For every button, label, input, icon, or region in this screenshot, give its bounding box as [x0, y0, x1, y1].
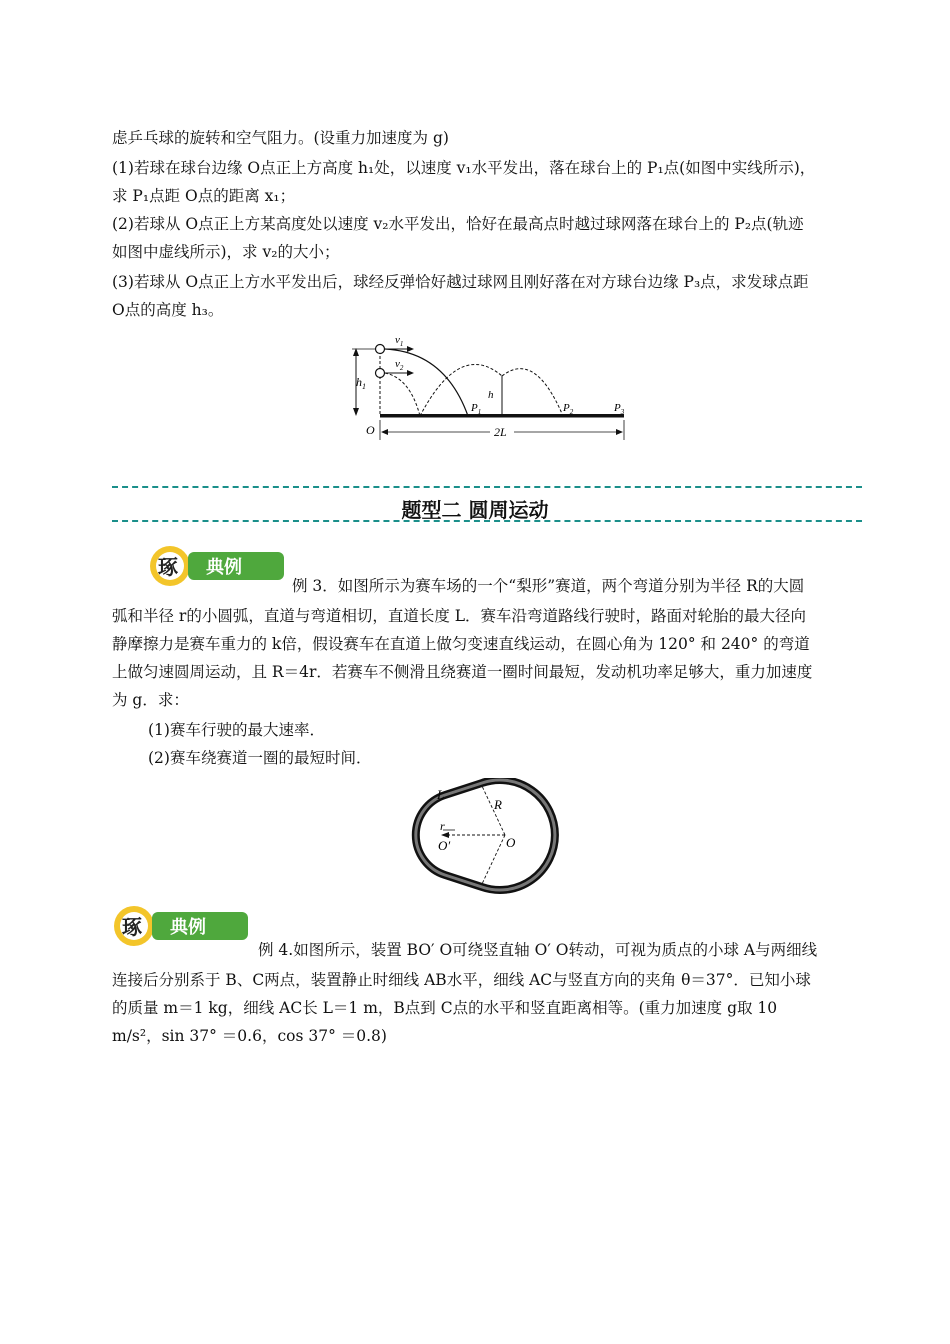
- svg-text:琢: 琢: [122, 917, 142, 939]
- example4-line-3: 的质量 m＝1 kg，细线 AC长 L＝1 m，B点到 C点的水平和竖直距离相等。(重力加速度 g取 10: [112, 999, 778, 1017]
- example3-line-5: 为 g．求：: [112, 691, 189, 709]
- L-label: L: [437, 787, 445, 802]
- example4-line-1: 例 4.如图所示，装置 BO′ O可绕竖直轴 O′ O转动，可视为质点的小球 A与两细线: [258, 941, 818, 959]
- p2-label: $P_2$: [563, 402, 574, 416]
- problem2-line-2: (1)若球在球台边缘 O点正上方高度 h₁处，以速度 v₁水平发出，落在球台上的 P₁点(如图中实线所示)，: [112, 159, 816, 177]
- v2-label: $v_2$: [395, 358, 404, 372]
- problem2-line-7: O点的高度 h₃。: [112, 301, 224, 319]
- pingpong-figure: [350, 328, 640, 448]
- badge-icon: [148, 544, 288, 590]
- problem2-line-3: 求 P₁点距 O点的距离 x₁；: [112, 187, 296, 205]
- svg-text:典例: 典例: [170, 917, 206, 937]
- O-label: O: [506, 835, 516, 850]
- racetrack-figure: [405, 778, 575, 898]
- example-badge-2: [112, 904, 252, 950]
- p1-label: $P_1$: [471, 402, 482, 416]
- O-prime-label: O′: [438, 838, 451, 853]
- section-divider-top: [112, 486, 862, 488]
- example3-question-1: (1)赛车行驶的最大速率．: [148, 721, 325, 739]
- h1-label: $h_1$: [356, 375, 366, 391]
- example3-line-4: 上做匀速圆周运动，且 R＝4r．若赛车不侧滑且绕赛道一圈时间最短，发动机功率足够大，重力加速度: [112, 663, 813, 681]
- example4-line-4: m/s²，sin 37° ＝0.6，cos 37° ＝0.8): [112, 1027, 387, 1045]
- o-label: O: [366, 423, 375, 437]
- section-divider-bottom: [112, 520, 862, 522]
- problem2-line-5: 如图中虚线所示)，求 v₂的大小；: [112, 243, 340, 261]
- 2l-label: 2L: [494, 425, 507, 439]
- problem2-line-6: (3)若球从 O点正上方水平发出后，球经反弹恰好越过球网且刚好落在对方球台边缘 P₃点，求发球点距: [112, 273, 809, 291]
- example3-line-1: 例 3．如图所示为赛车场的一个“梨形”赛道，两个弯道分别为半径 R的大圆: [292, 577, 805, 595]
- v1-label: $v_1$: [395, 334, 404, 348]
- svg-text:琢: 琢: [158, 557, 178, 579]
- svg-text:典例: 典例: [206, 557, 242, 577]
- example3-line-2: 弧和半径 r的小圆弧，直道与弯道相切，直道长度 L．赛车沿弯道路线行驶时，路面对轮胎的最大径向: [112, 607, 807, 625]
- example3-line-3: 静摩擦力是赛车重力的 k倍，假设赛车在直道上做匀变速直线运动，在圆心角为 120° 和 240° 的弯道: [112, 635, 810, 653]
- R-label: R: [494, 797, 502, 812]
- problem2-line-4: (2)若球从 O点正上方某高度处以速度 v₂水平发出，恰好在最高点时越过球网落在球台上的 P₂点(轨迹: [112, 215, 804, 233]
- example-badge-1: [148, 544, 288, 590]
- r-label: r: [440, 819, 445, 833]
- badge-icon: [112, 904, 252, 950]
- p3-label: $P_3$: [614, 402, 625, 416]
- problem2-line-1: 虑乒乓球的旋转和空气阻力。(设重力加速度为 g): [112, 129, 449, 147]
- h-label: h: [488, 389, 494, 401]
- example4-line-2: 连接后分别系于 B、C两点，装置静止时细线 AB水平，细线 AC与竖直方向的夹角 θ＝37°．已知小球: [112, 971, 811, 989]
- section-title: 题型二 圆周运动: [401, 498, 549, 522]
- example3-question-2: (2)赛车绕赛道一圈的最短时间．: [148, 749, 372, 767]
